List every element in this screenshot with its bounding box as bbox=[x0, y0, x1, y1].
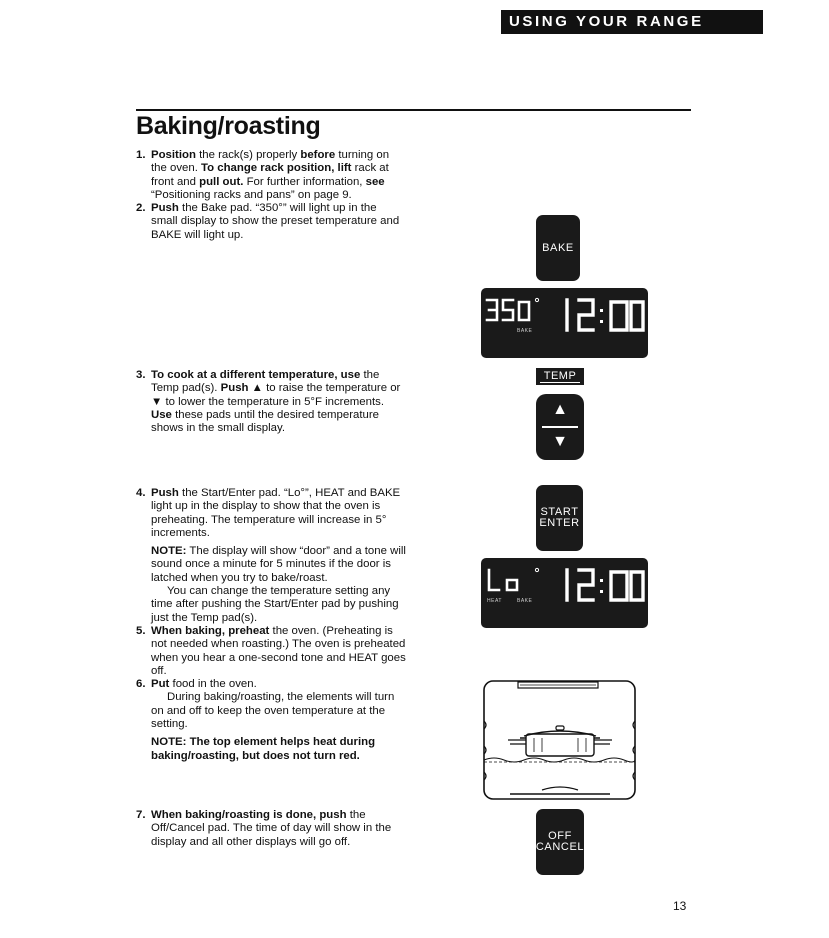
step-7-text bbox=[151, 809, 406, 849]
bake-pad[interactable] bbox=[536, 215, 580, 281]
step-text-segment: the oven. (Preheating is not needed when roasting.) The oven is preheated when you hear a one-second tone and HEAT goes off. bbox=[151, 624, 406, 677]
step-2 bbox=[136, 202, 406, 242]
step-6-text bbox=[151, 678, 406, 691]
note-label: NOTE: bbox=[151, 545, 187, 558]
step-3 bbox=[136, 369, 406, 435]
temp-divider bbox=[542, 426, 578, 428]
temp-up-button[interactable]: ▲ bbox=[552, 401, 568, 418]
step-4-note bbox=[151, 545, 406, 585]
step-3-text bbox=[151, 369, 406, 435]
step-1 bbox=[136, 149, 406, 202]
step-text-segment: before bbox=[300, 149, 336, 161]
step-6-note: NOTE: The top element helps heat during baking/roasting, but does not turn red. bbox=[151, 736, 376, 762]
title-rule bbox=[136, 109, 691, 111]
step-text-segment: When baking, preheat bbox=[151, 624, 270, 637]
step-number: 4. bbox=[136, 487, 146, 499]
step-5 bbox=[136, 625, 406, 678]
oven-display-bake bbox=[481, 288, 648, 358]
step-text-segment: the Off/Cancel pad. The time of day will show in the display and all other displays will go off. bbox=[151, 809, 392, 848]
temp-pad[interactable] bbox=[536, 394, 584, 460]
off-cancel-pad[interactable] bbox=[536, 809, 584, 875]
bake-pad-label: BAKE bbox=[542, 241, 574, 254]
step-text-segment: To change rack position, lift bbox=[201, 162, 352, 175]
display-bake-label: BAKE bbox=[517, 328, 533, 334]
off-label: OFF bbox=[548, 830, 572, 842]
note-text: The display will show “door” and a tone will sound once a minute for 5 minutes if the door is latched when you try to bake/roast. bbox=[151, 545, 406, 584]
step-text-segment: see bbox=[365, 175, 385, 188]
step-text-segment: rack at front and bbox=[151, 162, 389, 188]
step-text-segment: ▼ bbox=[151, 395, 163, 408]
oven-cavity-illustration bbox=[480, 678, 640, 804]
cancel-label: CANCEL bbox=[535, 841, 585, 853]
step-2-text bbox=[151, 202, 406, 242]
step-number: 1. bbox=[136, 149, 146, 161]
start-label: START bbox=[540, 506, 579, 518]
step-text-segment: the Temp pad(s). bbox=[151, 369, 380, 395]
step-text-segment: Use bbox=[151, 408, 172, 421]
step-text-segment: food in the oven. bbox=[169, 678, 257, 691]
step-text-segment: the Bake pad. “350°” will light up in the small display to show the preset temperature and BAKE will light up. bbox=[151, 202, 400, 241]
enter-label: ENTER bbox=[539, 517, 580, 529]
step-text-segment: the Start/Enter pad. “Lo°”, HEAT and BAKE light up in the display to show that the oven is preheating. The temperature will increase in 5° increments. bbox=[151, 487, 401, 539]
steps-group-3 bbox=[136, 487, 406, 763]
step-4 bbox=[136, 487, 406, 625]
step-text-segment: Put bbox=[151, 678, 170, 691]
page-number: 13 bbox=[673, 899, 687, 913]
steps-group-2 bbox=[136, 369, 406, 435]
step-number: 3. bbox=[136, 369, 146, 381]
step-number: 2. bbox=[136, 202, 146, 215]
step-text-segment: these pads until the desired temperature shows in the small display. bbox=[151, 408, 379, 435]
step-text-segment: “Positioning racks and pans” on page 9. bbox=[151, 188, 352, 201]
step-text-segment: Push bbox=[151, 202, 179, 215]
oven-display-preheat bbox=[481, 558, 648, 628]
display-bake-label: BAKE bbox=[517, 598, 533, 604]
step-text-segment: When baking/roasting is done, push bbox=[151, 809, 347, 821]
section-header: USING YOUR RANGE bbox=[501, 10, 763, 34]
step-6-extra: During baking/roasting, the elements will turn on and off to keep the oven temperature at the setting. bbox=[151, 691, 395, 731]
temp-label: TEMP bbox=[536, 368, 584, 385]
step-number: 5. bbox=[136, 624, 146, 637]
page-title: Baking/roasting bbox=[136, 112, 321, 140]
step-text-segment: Push ▲ bbox=[220, 382, 263, 395]
step-text-segment: to raise the temperature or bbox=[262, 382, 401, 395]
step-text-segment: pull out. bbox=[199, 175, 244, 188]
step-number: 7. bbox=[136, 809, 146, 821]
step-4-extra: You can change the temperature setting any time after pushing the Start/Enter pad by pushing just the Temp pad(s). bbox=[151, 585, 399, 624]
step-text-segment: Position bbox=[151, 149, 196, 161]
step-5-text bbox=[151, 625, 406, 678]
step-7 bbox=[136, 809, 406, 849]
display-digits bbox=[481, 558, 648, 628]
display-heat-label: HEAT bbox=[487, 598, 502, 604]
start-enter-pad[interactable] bbox=[536, 485, 583, 551]
steps-group-4 bbox=[136, 809, 406, 849]
temp-down-button[interactable]: ▼ bbox=[552, 433, 568, 450]
steps-group-1 bbox=[136, 149, 406, 242]
step-1-text bbox=[151, 149, 406, 202]
step-text-segment: the rack(s) properly bbox=[195, 149, 301, 161]
step-number: 6. bbox=[136, 678, 146, 691]
step-text-segment: Push bbox=[151, 487, 179, 499]
step-text-segment: to lower the temperature in 5°F increments. bbox=[162, 395, 384, 408]
step-6 bbox=[136, 678, 406, 763]
step-4-text bbox=[151, 487, 406, 540]
step-text-segment: For further information, bbox=[243, 175, 366, 188]
step-text-segment: To cook at a different temperature, use bbox=[151, 369, 361, 381]
display-digits bbox=[481, 288, 648, 358]
step-text-segment: turning on the oven. bbox=[151, 149, 390, 175]
